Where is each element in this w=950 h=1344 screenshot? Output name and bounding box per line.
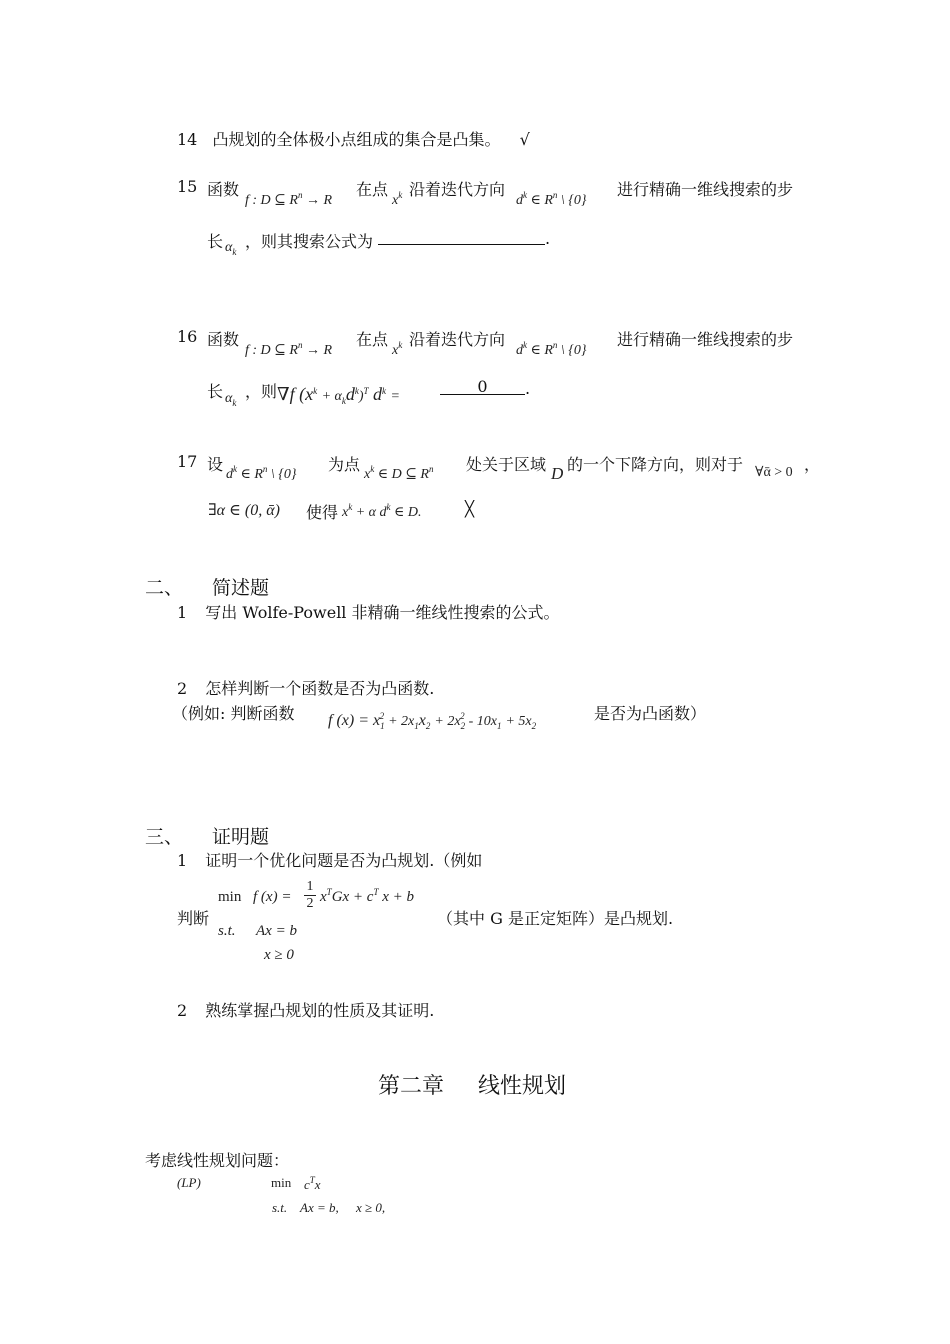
q15-text-5: 长 xyxy=(207,232,224,251)
q16-text-5: 长 xyxy=(207,382,224,401)
q17-text-2: 为点 xyxy=(328,455,361,474)
q15-text-4: 进行精确一维线搜索的步 xyxy=(617,180,794,199)
section3-number: 三、 xyxy=(145,826,184,848)
q14-text: 凸规划的全体极小点组成的集合是凸集。 xyxy=(212,130,501,149)
section2-q1: 1 写出 Wolfe-Powell 非精确一维线性搜索的公式。 xyxy=(177,603,560,622)
q15-function-formula: f : D ⊆ $R^n \to R$ xyxy=(245,190,333,208)
section3-q1: 1 证明一个优化问题是否为凸规划.（例如 xyxy=(177,851,483,870)
q14-line xyxy=(177,127,530,150)
q17-text-1: 设 xyxy=(207,455,224,474)
lp-constraint-2: x ≥ 0, xyxy=(356,1200,386,1215)
lp-objective: $c^Tx$ xyxy=(304,1175,321,1192)
q17-number: 17 xyxy=(177,452,198,471)
q16-direction-formula: $d^k$ ∈ $R^n$ \ {0} xyxy=(516,340,587,358)
section2-q2-example-a: （例如: 判断函数 xyxy=(172,704,295,723)
q15-alpha: $\alpha_k$ xyxy=(225,240,237,257)
q16-answer: 0 xyxy=(440,379,525,395)
q17-comma: ， xyxy=(804,455,821,474)
q16-text-6: ，则 xyxy=(245,382,278,401)
section3-q1-tail: （其中 G 是正定矩阵）是凸规划. xyxy=(437,909,674,928)
q17-point-formula: $x^k$ ∈ D ⊆ $R^n$ xyxy=(364,464,434,482)
lp-st: s.t. xyxy=(272,1200,288,1215)
q15-text-1: 函数 xyxy=(207,180,240,199)
q16-function-formula: f : D ⊆ $R^n \to R$ xyxy=(245,340,333,358)
q15-text-2: 在点 xyxy=(356,180,389,199)
q17-region-D: D xyxy=(551,464,564,483)
q15-answer-blank xyxy=(378,229,545,245)
q16-alpha: $\alpha_k$ xyxy=(225,391,237,408)
section2-q2-example-b: 是否为凸函数） xyxy=(594,704,707,723)
q16-point-x: $x^k$ xyxy=(392,340,403,358)
q17-answer: ╳ xyxy=(465,500,475,518)
chapter-title: 线性规划 xyxy=(478,1074,567,1099)
lp-tag: (LP) xyxy=(177,1175,201,1190)
lp-intro: 考虑线性规划问题： xyxy=(145,1151,290,1170)
lp-min: min xyxy=(271,1175,292,1190)
section3-q1-objective-lhs: f (x) = xyxy=(253,889,292,905)
q14-number: 14 xyxy=(177,130,198,149)
q15-number: 15 xyxy=(177,177,198,196)
q16-text-3: 沿着迭代方向 xyxy=(409,330,506,349)
q17-text-4: 的一个下降方向，则对于 xyxy=(567,455,744,474)
q17-direction-formula: $d^k$ ∈ $R^n$ \ {0} xyxy=(226,464,297,482)
q15-text-3: 沿着迭代方向 xyxy=(409,180,506,199)
section3-q1-st: s.t. xyxy=(218,923,236,939)
q17-text-5: 使得 xyxy=(306,503,339,522)
section2-title: 简述题 xyxy=(212,577,270,599)
section3-q1-constraint-1: Ax = b xyxy=(256,923,297,939)
q15-point-x: $x^k$ xyxy=(392,190,403,208)
q17-text-3: 处关于区域 xyxy=(466,455,547,474)
section2-q2-example-formula: f $(x) = x_1^2 + 2x_1x_2 + 2x_2^2 - 10x_1 + 5x_2$ xyxy=(328,711,537,731)
q16-text-4: 进行精确一维线搜索的步 xyxy=(617,330,794,349)
q15-text-7: . xyxy=(545,229,551,248)
section2-q2: 2 怎样判断一个函数是否为凸函数. xyxy=(177,679,435,698)
section3-q2: 2 熟练掌握凸规划的性质及其证明. xyxy=(177,1001,435,1020)
lp-constraint-1: Ax = b, xyxy=(300,1200,339,1215)
section3-q1-objective-rhs: $x^TGx + c^T$ x + b xyxy=(320,887,415,905)
section2-number: 二、 xyxy=(145,577,184,599)
q15-text-6: ，则其搜索公式为 xyxy=(245,232,374,251)
chapter-label: 第二章 xyxy=(378,1074,445,1099)
q17-forall: ∀ᾱ > 0 xyxy=(755,465,793,480)
q17-exists: ∃α ∈ (0, ᾱ) xyxy=(208,502,280,519)
q14-answer: √ xyxy=(519,130,530,149)
section3-q1-constraint-2: x ≥ 0 xyxy=(264,947,294,963)
q15-direction-formula: $d^k$ ∈ $R^n$ \ {0} xyxy=(516,190,587,208)
q16-text-1: 函数 xyxy=(207,330,240,349)
q16-number: 16 xyxy=(177,327,198,346)
section3-q1-half: 1 2 xyxy=(304,879,316,912)
section3-q1-min: min xyxy=(218,889,242,905)
section3-title: 证明题 xyxy=(212,826,270,848)
section3-q1-judge: 判断 xyxy=(177,909,210,928)
q16-text-7: . xyxy=(525,379,531,398)
q16-gradient-formula: ∇f $(x^k + \alpha_kd^k)^T$ $d^k$ = xyxy=(277,384,400,406)
q17-conclusion-formula: $x^k + \alpha$ $d^k$ ∈ D. xyxy=(342,502,422,520)
q16-text-2: 在点 xyxy=(356,330,389,349)
